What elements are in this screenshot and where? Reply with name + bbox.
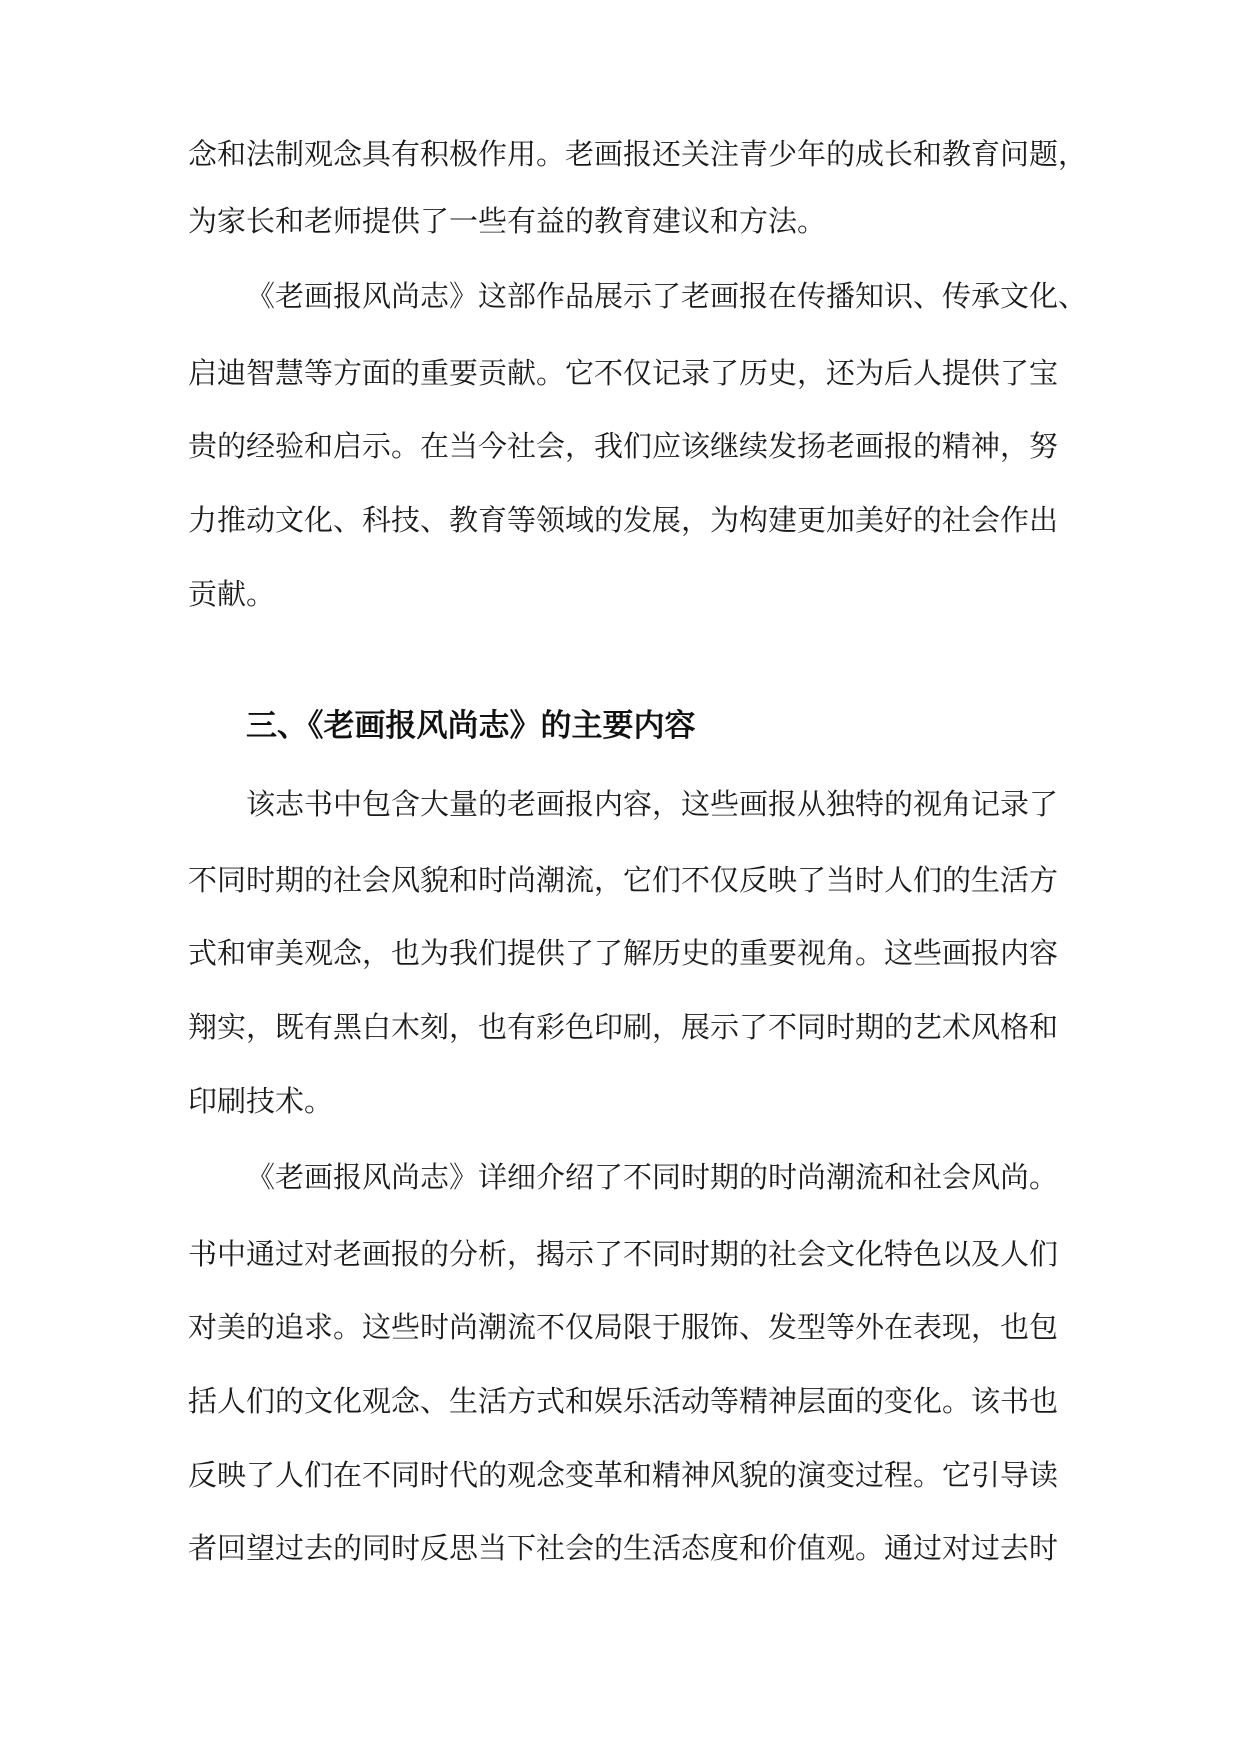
section-heading: 三、《老画报风尚志》的主要内容 xyxy=(246,708,696,744)
paragraph-1-line-2: 为家长和老师提供了一些有益的教育建议和方法。 xyxy=(188,204,827,238)
paragraph-4-line-6: 者回望过去的同时反思当下社会的生活态度和价值观。通过对过去时 xyxy=(188,1531,1059,1565)
paragraph-4-line-4: 括人们的文化观念、生活方式和娱乐活动等精神层面的变化。该书也 xyxy=(188,1384,1059,1418)
paragraph-2-line-4: 力推动文化、科技、教育等领域的发展，为构建更加美好的社会作出 xyxy=(188,503,1059,537)
paragraph-3-line-5: 印刷技术。 xyxy=(188,1084,334,1118)
paragraph-4-line-2: 书中通过对老画报的分析，揭示了不同时期的社会文化特色以及人们 xyxy=(188,1237,1059,1271)
paragraph-3-line-2: 不同时期的社会风貌和时尚潮流，它们不仅反映了当时人们的生活方 xyxy=(188,863,1059,897)
paragraph-4-line-5: 反映了人们在不同时代的观念变革和精神风貌的演变过程。它引导读 xyxy=(188,1458,1059,1492)
paragraph-3-line-3: 式和审美观念，也为我们提供了了解历史的重要视角。这些画报内容 xyxy=(188,936,1059,970)
paragraph-3-line-4: 翔实，既有黑白木刻，也有彩色印刷，展示了不同时期的艺术风格和 xyxy=(188,1010,1059,1044)
paragraph-4-line-3: 对美的追求。这些时尚潮流不仅局限于服饰、发型等外在表现，也包 xyxy=(188,1310,1059,1344)
paragraph-2-line-3: 贵的经验和启示。在当今社会，我们应该继续发扬老画报的精神，努 xyxy=(188,429,1059,463)
paragraph-3-line-1: 该志书中包含大量的老画报内容，这些画报从独特的视角记录了 xyxy=(246,787,1059,821)
paragraph-2-line-5: 贡献。 xyxy=(188,577,276,611)
paragraph-2-line-1: 《老画报风尚志》这部作品展示了老画报在传播知识、传承文化、 xyxy=(246,279,1088,313)
paragraph-1-line-1: 念和法制观念具有积极作用。老画报还关注青少年的成长和教育问题， xyxy=(188,137,1088,171)
paragraph-4-line-1: 《老画报风尚志》详细介绍了不同时期的时尚潮流和社会风尚。 xyxy=(246,1160,1059,1194)
paragraph-2-line-2: 启迪智慧等方面的重要贡献。它不仅记录了历史，还为后人提供了宝 xyxy=(188,356,1059,390)
